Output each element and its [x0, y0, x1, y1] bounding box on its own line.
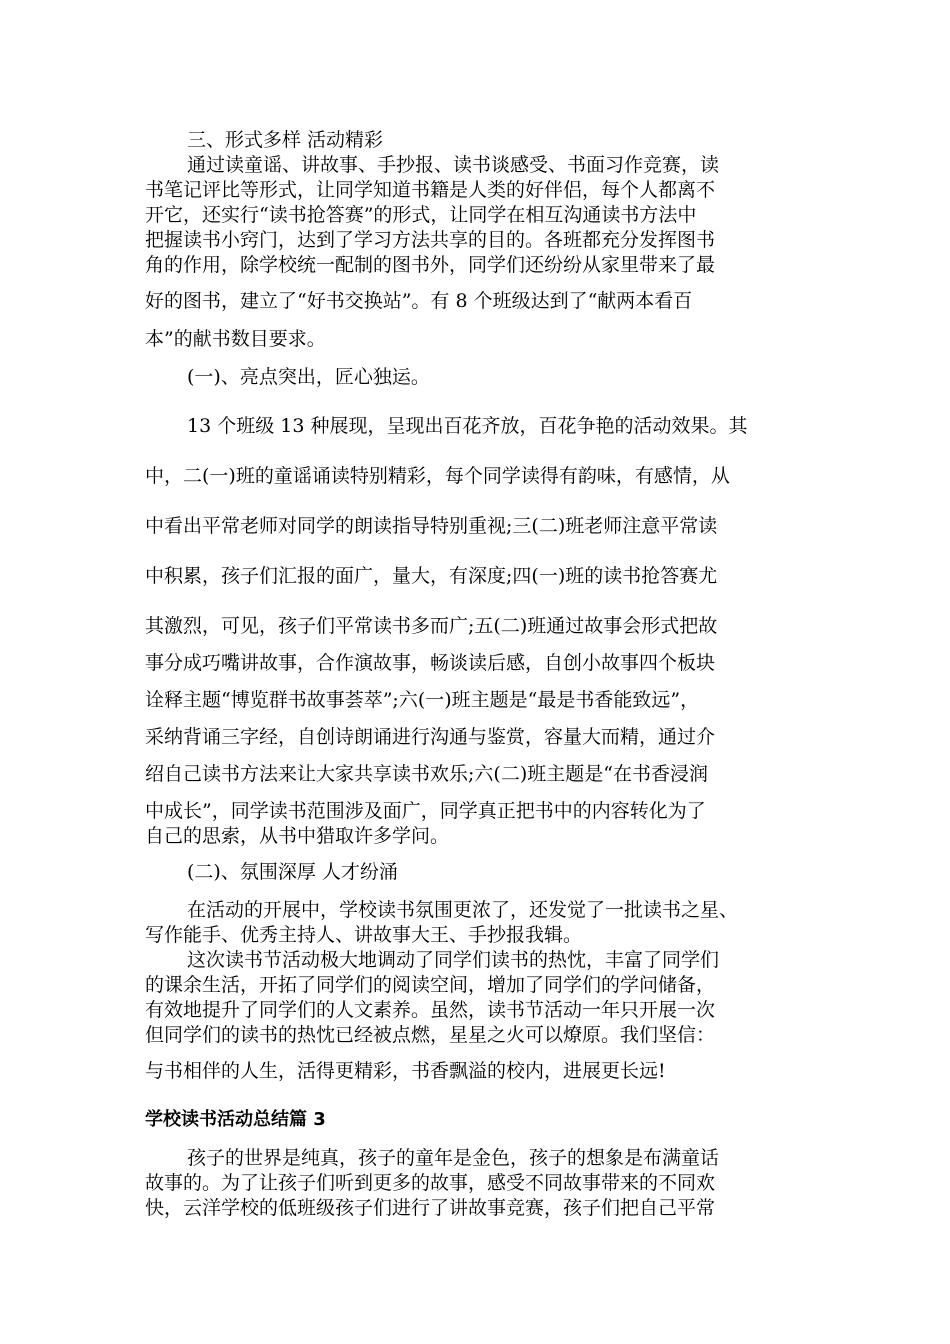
paragraph-line: 中成长”，同学读书范围涉及面广，同学真正把书中的内容转化为了: [145, 800, 706, 822]
paragraph-line: 好的图书，建立了“好书交换站”。有 8 个班级达到了“献两本看百: [145, 290, 693, 312]
paragraph-line: 有效地提升了同学们的人文素养。虽然，读书节活动一年只开展一次: [145, 999, 716, 1021]
paragraph-line: 孩子的世界是纯真，孩子的童年是金色，孩子的想象是布满童话: [187, 1147, 720, 1169]
paragraph-line: 中，二(一)班的童谣诵读特别精彩，每个同学读得有韵味，有感情，从: [145, 465, 730, 487]
paragraph-line: 与书相伴的人生，活得更精彩，书香飘溢的校内，进展更长远!: [145, 1060, 666, 1082]
paragraph-line: 中看出平常老师对同学的朗读指导特别重视;三(二)班老师注意平常读: [145, 515, 718, 537]
paragraph-line: 其激烈，可见，孩子们平常读书多而广;五(二)班通过故事会形式把故: [145, 615, 718, 637]
paragraph-line: 开它，还实行“读书抢答赛”的形式，让同学在相互沟通读书方法中: [145, 204, 697, 226]
paragraph-line: 诠释主题“博览群书故事荟萃”;六(一)班主题是“最是书香能致远”，: [145, 689, 700, 711]
paragraph-line: 绍自己读书方法来让大家共享读书欢乐;六(二)班主题是“在书香浸润: [145, 763, 708, 785]
paragraph-line: 故事的。为了让孩子们听到更多的故事，感受不同故事带来的不同欢: [145, 1172, 716, 1194]
paragraph-line: 快，云洋学校的低班级孩子们进行了讲故事竞赛，孩子们把自己平常: [145, 1197, 716, 1219]
paragraph-line: 的课余生活，开拓了同学们的阅读空间，增加了同学们的学问储备，: [145, 974, 716, 996]
paragraph-line: 通过读童谣、讲故事、手抄报、读书谈感受、书面习作竞赛，读: [187, 154, 720, 176]
paragraph-line: 把握读书小窍门，达到了学习方法共享的目的。各班都充分发挥图书: [145, 229, 716, 251]
paragraph-line: 本”的献书数目要求。: [145, 328, 326, 350]
article-heading: 学校读书活动总结篇 3: [145, 1109, 326, 1130]
paragraph-line: 中积累，孩子们汇报的面广，量大，有深度;四(一)班的读书抢答赛尤: [145, 565, 718, 587]
paragraph-line: 写作能手、优秀主持人、讲故事大王、手抄报我辑。: [145, 924, 583, 946]
paragraph-line: 在活动的开展中，学校读书氛围更浓了，还发觉了一批读书之星、: [187, 899, 739, 921]
paragraph-line: 自己的思索，从书中猎取许多学问。: [145, 825, 450, 847]
paragraph-line: 13 个班级 13 种展现，呈现出百花齐放，百花争艳的活动效果。其: [187, 415, 748, 437]
paragraph-line: 书笔记评比等形式，让同学知道书籍是人类的好伴侣，每个人都离不: [145, 179, 716, 201]
paragraph-line: 事分成巧嘴讲故事，合作演故事，畅谈读后感，自创小故事四个板块: [145, 652, 716, 674]
paragraph-line: 采纳背诵三字经，自创诗朗诵进行沟通与鉴赏，容量大而精，通过介: [145, 726, 716, 748]
paragraph-line: 这次读书节活动极大地调动了同学们读书的热忱，丰富了同学们: [187, 949, 720, 971]
paragraph-line: 角的作用，除学校统一配制的图书外，同学们还纷纷从家里带来了最: [145, 254, 716, 276]
paragraph-line: 但同学们的读书的热忱已经被点燃，星星之火可以燎原。我们坚信：: [145, 1024, 716, 1046]
subheading-1: (一)、亮点突出，匠心独运。: [187, 366, 430, 388]
section-heading-3: 三、形式多样 活动精彩: [187, 129, 384, 151]
subheading-2: (二)、氛围深厚 人才纷涌: [187, 861, 398, 883]
